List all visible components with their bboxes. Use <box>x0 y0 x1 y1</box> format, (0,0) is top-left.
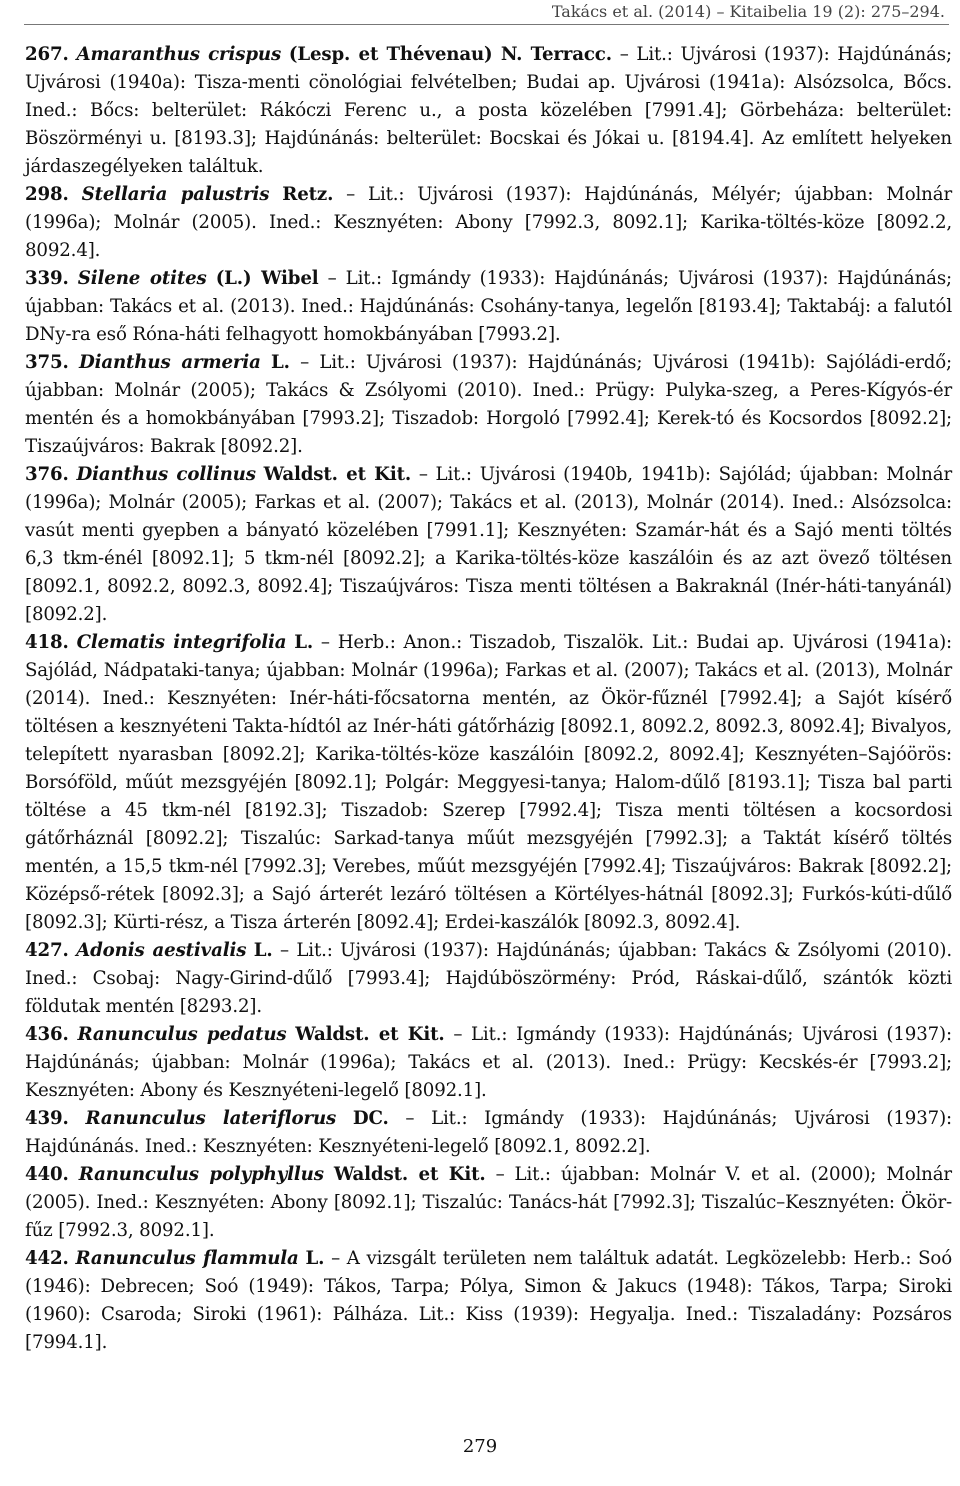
entry-text: – Lit.: Igmándy (1933): Hajdúnánás; Ujvárosi (1937): Hajdúnánás; újabban: Takács et al. (2013). Ined.: Hajdúnánás: Csohány-tanya, legelőn [8193.4]; Taktabáj: a falutól DNy-ra eső Róna-háti felhagyott homokbányában [7993.2]. <box>25 268 953 345</box>
taxon-authority: L. <box>305 1248 325 1269</box>
header-rule <box>24 24 949 25</box>
entry-text: – Lit.: Igmándy (1933): Hajdúnánás; Ujvárosi (1937): Hajdúnánás. Ined.: Kesznyéten: Kesznyéteni-legelő [8092.1, 8092.2]. <box>25 1108 952 1157</box>
species-entry <box>25 349 952 461</box>
taxon-name: Ranunculus polyphyllus <box>78 1164 324 1185</box>
species-entry <box>25 41 952 181</box>
entry-number: 418. <box>25 632 69 653</box>
taxon-name: Adonis aestivalis <box>76 940 247 961</box>
taxon-name: Dianthus collinus <box>76 464 256 485</box>
entry-number: 267. <box>25 44 69 65</box>
species-entry <box>25 461 952 629</box>
species-entry <box>25 1161 952 1245</box>
entry-number: 298. <box>25 184 69 205</box>
species-entry <box>25 629 952 937</box>
taxon-name: Ranunculus lateriflorus <box>85 1108 337 1129</box>
entry-text: – A vizsgált területen nem találtuk adatát. Legközelebb: Herb.: Soó (1946): Debrecen; Soó (1949): Tákos, Tarpa; Pólya, Simon & Jakucs (1948): Tákos, Tarpa; Siroki (1960): Csaroda; Siroki (1961): Pálháza. Lit.: Kiss (1939): Hegyalja. Ined.: Tiszaladány: Pozsáros [7994.1]. <box>25 1248 952 1353</box>
taxon-authority: L. <box>253 940 273 961</box>
entry-number: 375. <box>25 352 69 373</box>
entry-text: – Lit.: Ujvárosi (1937): Hajdúnánás; Ujvárosi (1941b): Sajóládi-erdő; újabban: Molnár (2005); Takács & Zsólyomi (2010). Ined.: Prügy: Pulyka-szeg, a Peres-Kígyós-ér mentén és a homokbányában [7993.2]; Tiszadob: Horgoló [7992.4]; Kerek-tó és Kocsordos [8092.2]; Tiszaújváros: Bakrak [8092.2]. <box>25 352 953 457</box>
taxon-authority: Waldst. et Kit. <box>263 464 412 485</box>
taxon-authority: DC. <box>352 1108 389 1129</box>
taxon-authority: (L.) Wibel <box>215 268 319 289</box>
species-entry <box>25 265 952 349</box>
entry-text: – Lit.: Ujvárosi (1940b, 1941b): Sajólád; újabban: Molnár (1996a); Molnár (2005); Farkas et al. (2007); Takács et al. (2013), Molnár (2014). Ined.: Alsózsolca: vasút menti gyepben a bányató közelében [7991.1]; Kesznyéten: Szamár-hát és a Sajó menti töltés 6,3 tkm-énél [8092.1]; 5 tkm-nél [8092.2]; a Karika-töltés-köze kaszálóin és az azt övező töltésen [8092.1, 8092.2, 8092.3, 8092.4]; Tiszaújváros: Tisza menti töltésen a Bakraknál (Inér-háti-tanyánál) [8092.2]. <box>25 464 952 625</box>
taxon-authority: (Lesp. et Thévenau) N. Terracc. <box>288 44 612 65</box>
taxon-name: Ranunculus flammula <box>75 1248 299 1269</box>
species-entry <box>25 1105 952 1161</box>
taxon-name: Clematis integrifolia <box>76 632 287 653</box>
entry-text: – Lit.: Ujvárosi (1937): Hajdúnánás; újabban: Takács & Zsólyomi (2010). Ined.: Csobaj: Nagy-Girind-dűlő [7993.4]; Hajdúböszörmény: Pród, Ráskai-dűlő, szántók közti földutak mentén [8293.2]. <box>25 940 952 1017</box>
taxon-name: Stellaria palustris <box>81 184 270 205</box>
article-body <box>25 41 952 1357</box>
entry-text: – Lit.: Ujvárosi (1937): Hajdúnánás; Ujvárosi (1940a): Tisza-menti cönológiai felvételben; Budai ap. Ujvárosi (1941a): Alsózsolca, Bőcs. Ined.: Bőcs: belterület: Rákóczi Ferenc u., a posta közelében [7991.4]; Görbeháza: belterület: Böszörményi u. [8193.3]; Hajdúnánás: belterület: Bocskai és Jókai u. [8194.4]. Az említett helyeken járdaszegélyeken találtuk. <box>25 44 952 177</box>
taxon-authority: L. <box>294 632 314 653</box>
taxon-name: Silene otites <box>77 268 207 289</box>
entry-number: 339. <box>25 268 69 289</box>
entry-number: 376. <box>25 464 69 485</box>
species-entry <box>25 1245 952 1357</box>
entry-text: – Lit.: Ujvárosi (1937): Hajdúnánás, Mélyér; újabban: Molnár (1996a); Molnár (2005). Ined.: Kesznyéten: Abony [7992.3, 8092.1]; Karika-töltés-köze [8092.2, 8092.4]. <box>25 184 952 261</box>
taxon-authority: L. <box>271 352 290 373</box>
entry-number: 439. <box>25 1108 69 1129</box>
entry-text: – Lit.: Igmándy (1933): Hajdúnánás; Ujvárosi (1937): Hajdúnánás; újabban: Molnár (1996a); Takács et al. (2013). Ined.: Prügy: Kecskés-ér [7993.2]; Kesznyéten: Abony és Kesznyéteni-legelő [8092.1]. <box>25 1024 952 1101</box>
entry-text: – Lit.: újabban: Molnár V. et al. (2000); Molnár (2005). Ined.: Kesznyéten: Abony [8092.1]; Tiszalúc: Tanács-hát [7992.3]; Tiszalúc–Kesznyéten: Ökör-fűz [7992.3, 8092.1]. <box>25 1164 952 1241</box>
taxon-authority: Retz. <box>282 184 334 205</box>
entry-number: 442. <box>25 1248 69 1269</box>
entry-number: 427. <box>25 940 69 961</box>
entry-number: 436. <box>25 1024 69 1045</box>
species-entry <box>25 937 952 1021</box>
taxon-authority: Waldst. et Kit. <box>333 1164 486 1185</box>
species-entry <box>25 181 952 265</box>
page-number: 279 <box>462 1436 498 1457</box>
species-entry <box>25 1021 952 1105</box>
entry-text: – Herb.: Anon.: Tiszadob, Tiszalök. Lit.: Budai ap. Ujvárosi (1941a): Sajólád, Nádpataki-tanya; újabban: Molnár (1996a); Farkas et al. (2007); Takács et al. (2013), Molnár (2014). Ined.: Kesznyéten: Inér-háti-főcsatorna mentén, az Ökör-fűznél [7992.4]; a Sajót kísérő töltésen a kesznyéteni Takta-hídtól az Inér-háti gátőrházig [8092.1, 8092.2, 8092.3, 8092.4]; Bivalyos, telepített nyarasban [8092.2]; Karika-töltés-köze kaszálóin [8092.2, 8092.4]; Kesznyéten–Sajóörös: Borsóföld, műút mezsgyéjén [8092.1]; Polgár: Meggyesi-tanya; Halom-dűlő [8193.1]; Tisza bal parti töltése a 45 tkm-nél [8192.3]; Tiszadob: Szerep [7992.4]; Tisza menti töltésen a kocsordosi gátőrháznál [8092.2]; Tiszalúc: Sarkad-tanya műút mezsgyéjén [7992.3]; a Taktát kísérő töltés mentén, a 15,5 tkm-nél [7992.3]; Verebes, műút mezsgyéjén [7992.4]; Tiszaújváros: Bakrak [8092.2]; Középső-rétek [8092.3]; a Sajó árterét lezáró töltésen a Körtélyes-hátnál [8092.3]; Furkós-kúti-dűlő [8092.3]; Kürti-rész, a Tisza árterén [8092.4]; Erdei-kaszálók [8092.3, 8092.4]. <box>25 632 953 933</box>
entry-number: 440. <box>25 1164 69 1185</box>
taxon-authority: Waldst. et Kit. <box>295 1024 445 1045</box>
taxon-name: Ranunculus pedatus <box>77 1024 287 1045</box>
taxon-name: Dianthus armeria <box>78 352 261 373</box>
taxon-name: Amaranthus crispus <box>76 44 282 65</box>
running-header: Takács et al. (2014) – Kitaibelia 19 (2): 275–294. <box>551 2 945 21</box>
